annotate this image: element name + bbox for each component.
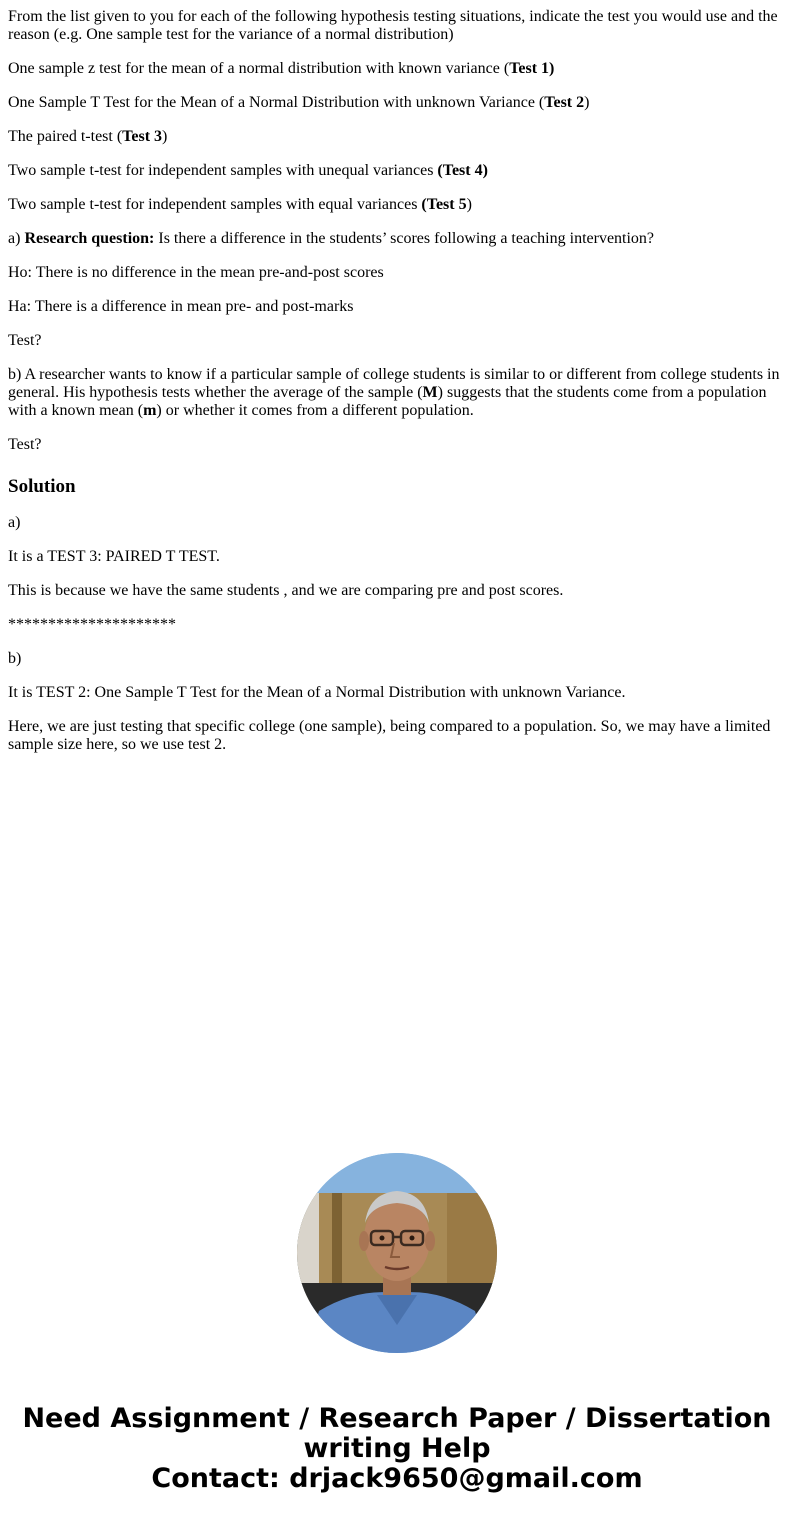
part-a-research-question: a) Research question: Is there a difference in the students’ scores following a teaching intervention? bbox=[8, 230, 655, 247]
solution-b-answer: It is TEST 2: One Sample T Test for the Mean of a Normal Distribution with unknown Variance. bbox=[8, 684, 626, 701]
part-a-alt-hypothesis: Ha: There is a difference in mean pre- and post-marks bbox=[8, 298, 354, 315]
part-b-question: b) A researcher wants to know if a particular sample of college students is similar to or different from college students in general. His hypothesis tests whether the average of the sample (M) suggests that the students come from a population with a known mean (m) or whether it comes from a different population. bbox=[8, 366, 780, 419]
contact-banner-line-1: Need Assignment / Research Paper / Dissertation bbox=[22, 1403, 772, 1434]
test-option-1: One sample z test for the mean of a normal distribution with known variance (Test 1) bbox=[8, 60, 555, 77]
solution-heading: Solution bbox=[8, 476, 76, 497]
author-portrait bbox=[297, 1153, 497, 1353]
solution-b-label: b) bbox=[8, 650, 22, 667]
part-a-null-hypothesis: Ho: There is no difference in the mean pre-and-post scores bbox=[8, 264, 384, 281]
contact-banner-email: Contact: drjack9650@gmail.com bbox=[151, 1463, 643, 1494]
part-b-test-prompt: Test? bbox=[8, 436, 42, 453]
solution-a-answer: It is a TEST 3: PAIRED T TEST. bbox=[8, 548, 220, 565]
solution-a-label: a) bbox=[8, 514, 21, 531]
test-option-2: One Sample T Test for the Mean of a Normal Distribution with unknown Variance (Test 2) bbox=[8, 94, 590, 111]
test-option-4: Two sample t-test for independent samples with unequal variances (Test 4) bbox=[8, 162, 488, 179]
solution-separator: ********************* bbox=[8, 616, 176, 633]
test-option-5: Two sample t-test for independent samples with equal variances (Test 5) bbox=[8, 196, 472, 213]
contact-banner bbox=[0, 1404, 794, 1494]
solution-a-reason: This is because we have the same students , and we are comparing pre and post scores. bbox=[8, 582, 564, 599]
contact-banner-line-2: writing Help bbox=[303, 1433, 491, 1464]
question-intro: From the list given to you for each of the following hypothesis testing situations, indicate the test you would use and the reason (e.g. One sample test for the variance of a normal distribution) bbox=[8, 8, 778, 43]
part-a-test-prompt: Test? bbox=[8, 332, 42, 349]
test-option-3: The paired t-test (Test 3) bbox=[8, 128, 168, 145]
document-body bbox=[8, 8, 786, 770]
author-avatar bbox=[297, 1153, 497, 1353]
solution-b-reason: Here, we are just testing that specific college (one sample), being compared to a population. So, we may have a limited sample size here, so we use test 2. bbox=[8, 718, 771, 753]
